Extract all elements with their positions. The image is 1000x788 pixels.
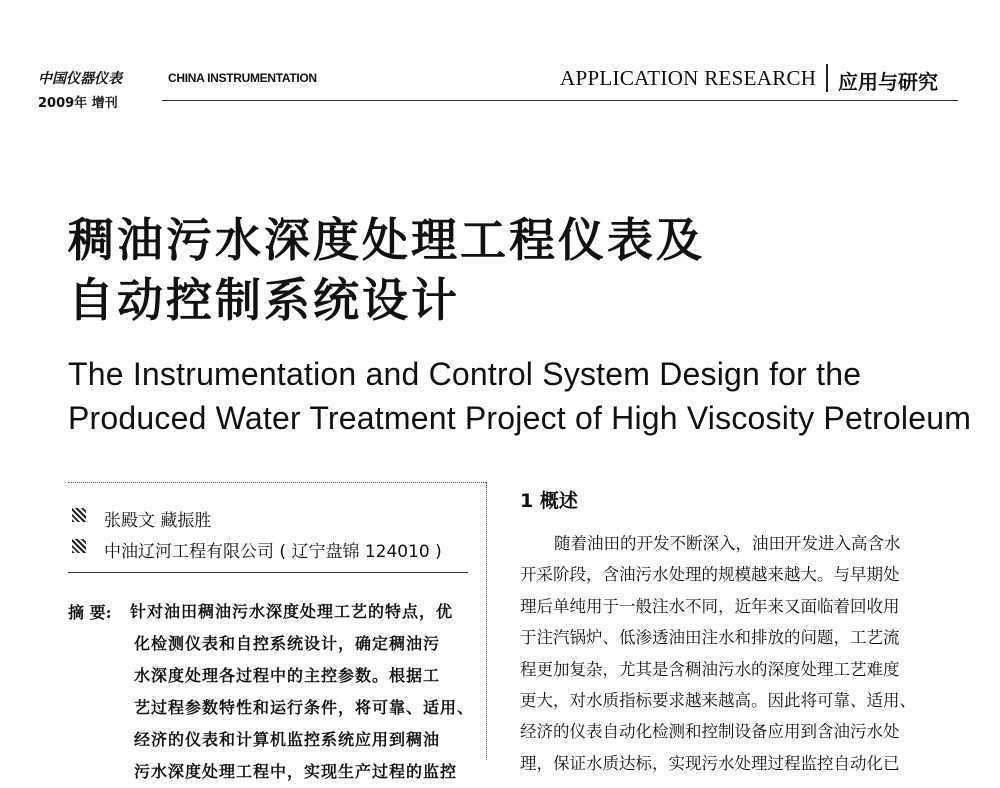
abstract-line: 艺过程参数特性和运行条件，将可靠、适用、 [134, 698, 475, 717]
title-cn-line-1: 稠油污水深度处理工程仪表及 [68, 213, 705, 267]
body-line: 更大，对水质指标要求越来越高。因此将可靠、适用、 [520, 691, 916, 711]
body-line: 理后单纯用于一般注水不同，近年来又面临着回收用 [520, 596, 900, 616]
abstract-line: 经济的仪表和计算机监控系统应用到稠油 [134, 730, 441, 749]
body-line: 随着油田的开发不断深入，油田开发进入高含水 [554, 534, 901, 553]
title-en-line-1: The Instrumentation and Control System Design for the [68, 356, 862, 392]
body-line: 经济的仪表自动化检测和控制设备应用到含油污水处 [520, 722, 900, 742]
overview-text [520, 528, 950, 779]
column-divider [486, 482, 487, 760]
abstract-line: 水深度处理各过程中的主控参数。根据工 [134, 666, 441, 685]
title-en-line-2: Produced Water Treatment Project of High Viscosity Petroleum [68, 400, 972, 436]
abstract-label: 摘 要: [68, 603, 112, 622]
abstract-text [130, 596, 482, 788]
title-cn [68, 210, 705, 330]
author-affiliation: 中油辽河工程有限公司 ( 辽宁盘锦 124010 ) [104, 542, 442, 562]
title-en [68, 352, 971, 440]
journal-logo-cn: 中国仪器仪表 [38, 71, 122, 87]
author-box-top-border [68, 482, 486, 483]
author-names: 张殿文 藏振胜 [104, 511, 212, 531]
section-separator [826, 64, 828, 92]
issue-label: 2009年 增刊 [38, 96, 118, 111]
journal-name-en: CHINA INSTRUMENTATION [168, 71, 317, 85]
abstract-line: 针对油田稠油污水深度处理工艺的特点，优 [130, 602, 454, 621]
body-line: 理，保证水质达标，实现污水处理过程监控自动化已 [520, 753, 900, 773]
section-label-cn: 应用与研究 [838, 70, 938, 94]
affiliation-marker-icon [72, 539, 86, 553]
body-line: 于注汽锅炉、低渗透油田注水和排放的问题，工艺流 [520, 628, 900, 648]
abstract-line: 化检测仪表和自控系统设计，确定稠油污 [134, 634, 441, 653]
header-rule [162, 100, 958, 101]
author-marker-icon [72, 508, 86, 522]
section-heading-overview: 1 概述 [520, 490, 578, 512]
body-line: 程更加复杂，尤其是含稠油污水的深度处理工艺难度 [520, 659, 900, 679]
abstract-rule [68, 572, 468, 573]
abstract-line: 污水深度处理工程中，实现生产过程的监控 [134, 762, 458, 781]
section-label-en: APPLICATION RESEARCH [560, 66, 817, 90]
title-cn-line-2: 自动控制系统设计 [68, 273, 460, 327]
body-line: 开采阶段，含油污水处理的规模越来越大。与早期处 [520, 565, 900, 585]
